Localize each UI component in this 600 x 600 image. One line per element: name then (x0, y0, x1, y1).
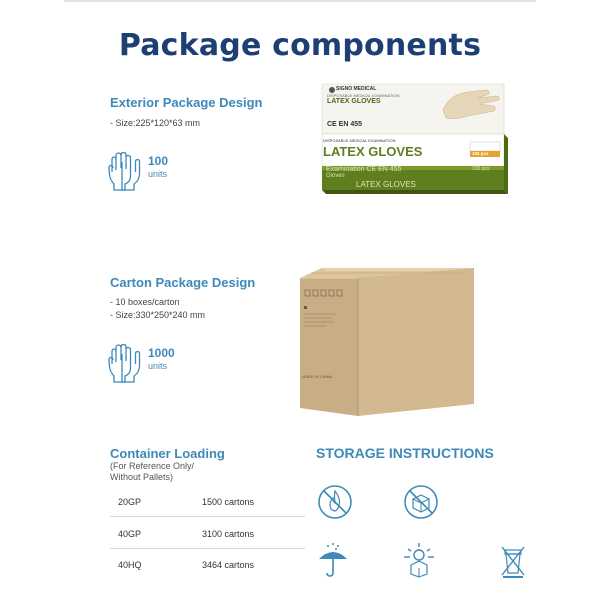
box-side-pcs: 100 pcs (472, 166, 490, 172)
container-sub-2: Without Pallets) (110, 472, 174, 482)
container-type: 40HQ (118, 560, 142, 570)
carton-count: 1000 (148, 346, 175, 360)
carton-line-2: - Size:330*250*240 mm (110, 310, 206, 320)
exterior-heading: Exterior Package Design (110, 95, 263, 110)
keep-away-from-sunlight-icon (400, 541, 438, 579)
exterior-count: 100 (148, 154, 169, 168)
storage-heading: STORAGE INSTRUCTIONS (316, 445, 494, 461)
carton-line-1: - 10 boxes/carton (110, 297, 180, 307)
box-side-text1: Examination CE EN 455 (326, 166, 402, 173)
box-front-product: LATEX GLOVES (323, 144, 423, 159)
exterior-unit: units (148, 169, 168, 179)
table-divider (110, 516, 305, 517)
box-brand: SIGNO MEDICAL (336, 86, 377, 92)
table-row (110, 497, 310, 511)
table-divider (110, 548, 305, 549)
box-top-label: DISPOSABLE MEDICAL EXAMINATION (327, 93, 400, 98)
table-row (110, 529, 310, 543)
box-front-pcs: 100 pcs (472, 151, 489, 156)
page-title: Package components (118, 28, 482, 63)
container-type: 20GP (118, 497, 142, 507)
box-top-product: LATEX GLOVES (327, 98, 381, 105)
glove-icon (108, 344, 142, 384)
carton-made-in: MADE IN CHINA (302, 374, 333, 379)
carton-unit: units (148, 361, 168, 371)
do-not-trash-icon (494, 541, 532, 579)
glove-icon (108, 152, 142, 192)
container-qty: 1500 cartons (202, 497, 255, 507)
no-crush-icon (402, 483, 440, 521)
container-type: 40GP (118, 529, 142, 539)
container-sub-1: (For Reference Only/ (110, 461, 195, 471)
box-side-text2: Gloves (326, 173, 345, 179)
container-qty: 3100 cartons (202, 529, 255, 539)
table-row (110, 560, 310, 574)
container-qty: 3464 cartons (202, 560, 255, 570)
no-fire-icon (316, 483, 354, 521)
carton-heading: Carton Package Design (110, 275, 256, 290)
box-front-small: DISPOSABLE MEDICAL EXAMINATION (323, 138, 396, 143)
box-side-text3: LATEX GLOVES (356, 180, 416, 189)
container-heading: Container Loading (110, 446, 225, 461)
box-ce-mark: CE EN 455 (327, 121, 363, 128)
keep-dry-icon (314, 541, 352, 579)
exterior-size: - Size:225*120*63 mm (110, 118, 201, 128)
top-divider (64, 0, 536, 2)
carton-box-image (296, 268, 474, 416)
